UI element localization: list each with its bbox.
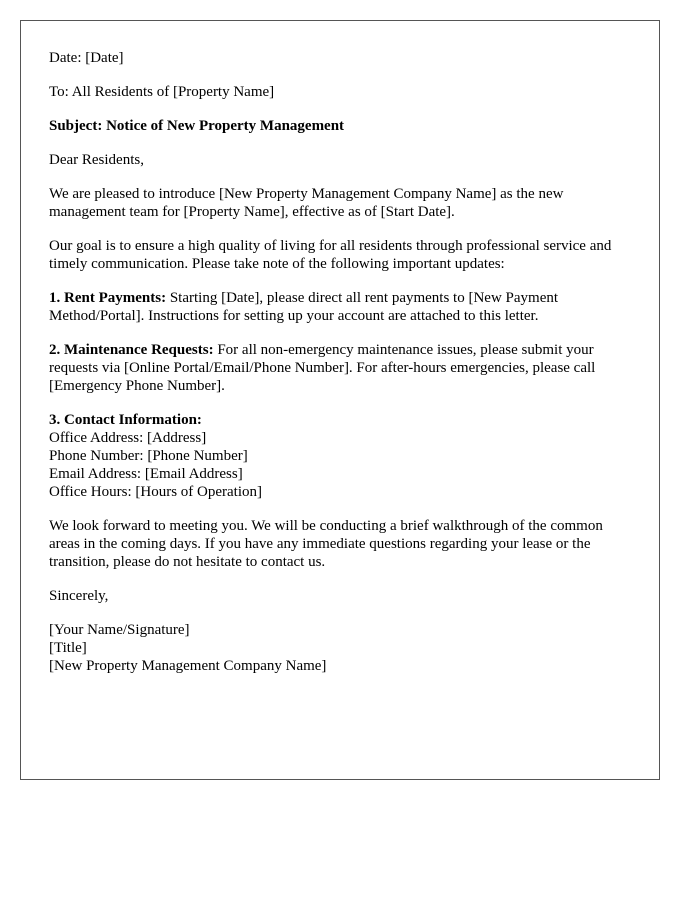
maintenance-heading: 2. Maintenance Requests:: [49, 342, 214, 358]
sign-off: Sincerely,: [49, 588, 109, 604]
email-address: Email Address: [Email Address]: [49, 466, 243, 482]
office-address: Office Address: [Address]: [49, 430, 207, 446]
rent-payments-section: [49, 289, 631, 325]
letter-page: [20, 20, 660, 780]
intro-paragraph: We are pleased to introduce [New Property Management Company Name] as the new management team for [Property Name], effective as of [Start Date].: [49, 186, 564, 220]
closing-paragraph: We look forward to meeting you. We will be conducting a brief walkthrough of the common areas in the coming days. If you have any immediate questions regarding your lease or the transition, please do not hesitate to contact us.: [49, 518, 603, 570]
phone-number: Phone Number: [Phone Number]: [49, 448, 248, 464]
salutation: Dear Residents,: [49, 152, 144, 168]
maintenance-section: [49, 341, 631, 395]
goal-paragraph: Our goal is to ensure a high quality of living for all residents through professional service and timely communication. Please take note of the following important updates:: [49, 238, 612, 272]
rent-payments-text: Starting [Date], please direct all rent payments to [New Payment Method/Portal]. Instructions for setting up your account are attached to this letter.: [49, 290, 559, 324]
office-hours: Office Hours: [Hours of Operation]: [49, 484, 262, 500]
signature-name: [Your Name/Signature]: [49, 622, 190, 638]
signature-company: [New Property Management Company Name]: [49, 658, 327, 674]
rent-payments-heading: 1. Rent Payments:: [49, 290, 167, 306]
subject-line: Subject: Notice of New Property Management: [49, 118, 345, 134]
contact-section: [49, 411, 631, 501]
signature-title: [Title]: [49, 640, 87, 656]
contact-heading: 3. Contact Information:: [49, 412, 202, 428]
date-line: Date: [Date]: [49, 50, 124, 66]
signature-block: [49, 621, 631, 675]
recipient-line: To: All Residents of [Property Name]: [49, 84, 275, 100]
maintenance-text: For all non-emergency maintenance issues, please submit your requests via [Online Portal/Email/Phone Number]. For after-hours emergencies, please call [Emergency Phone Number].: [49, 342, 596, 394]
